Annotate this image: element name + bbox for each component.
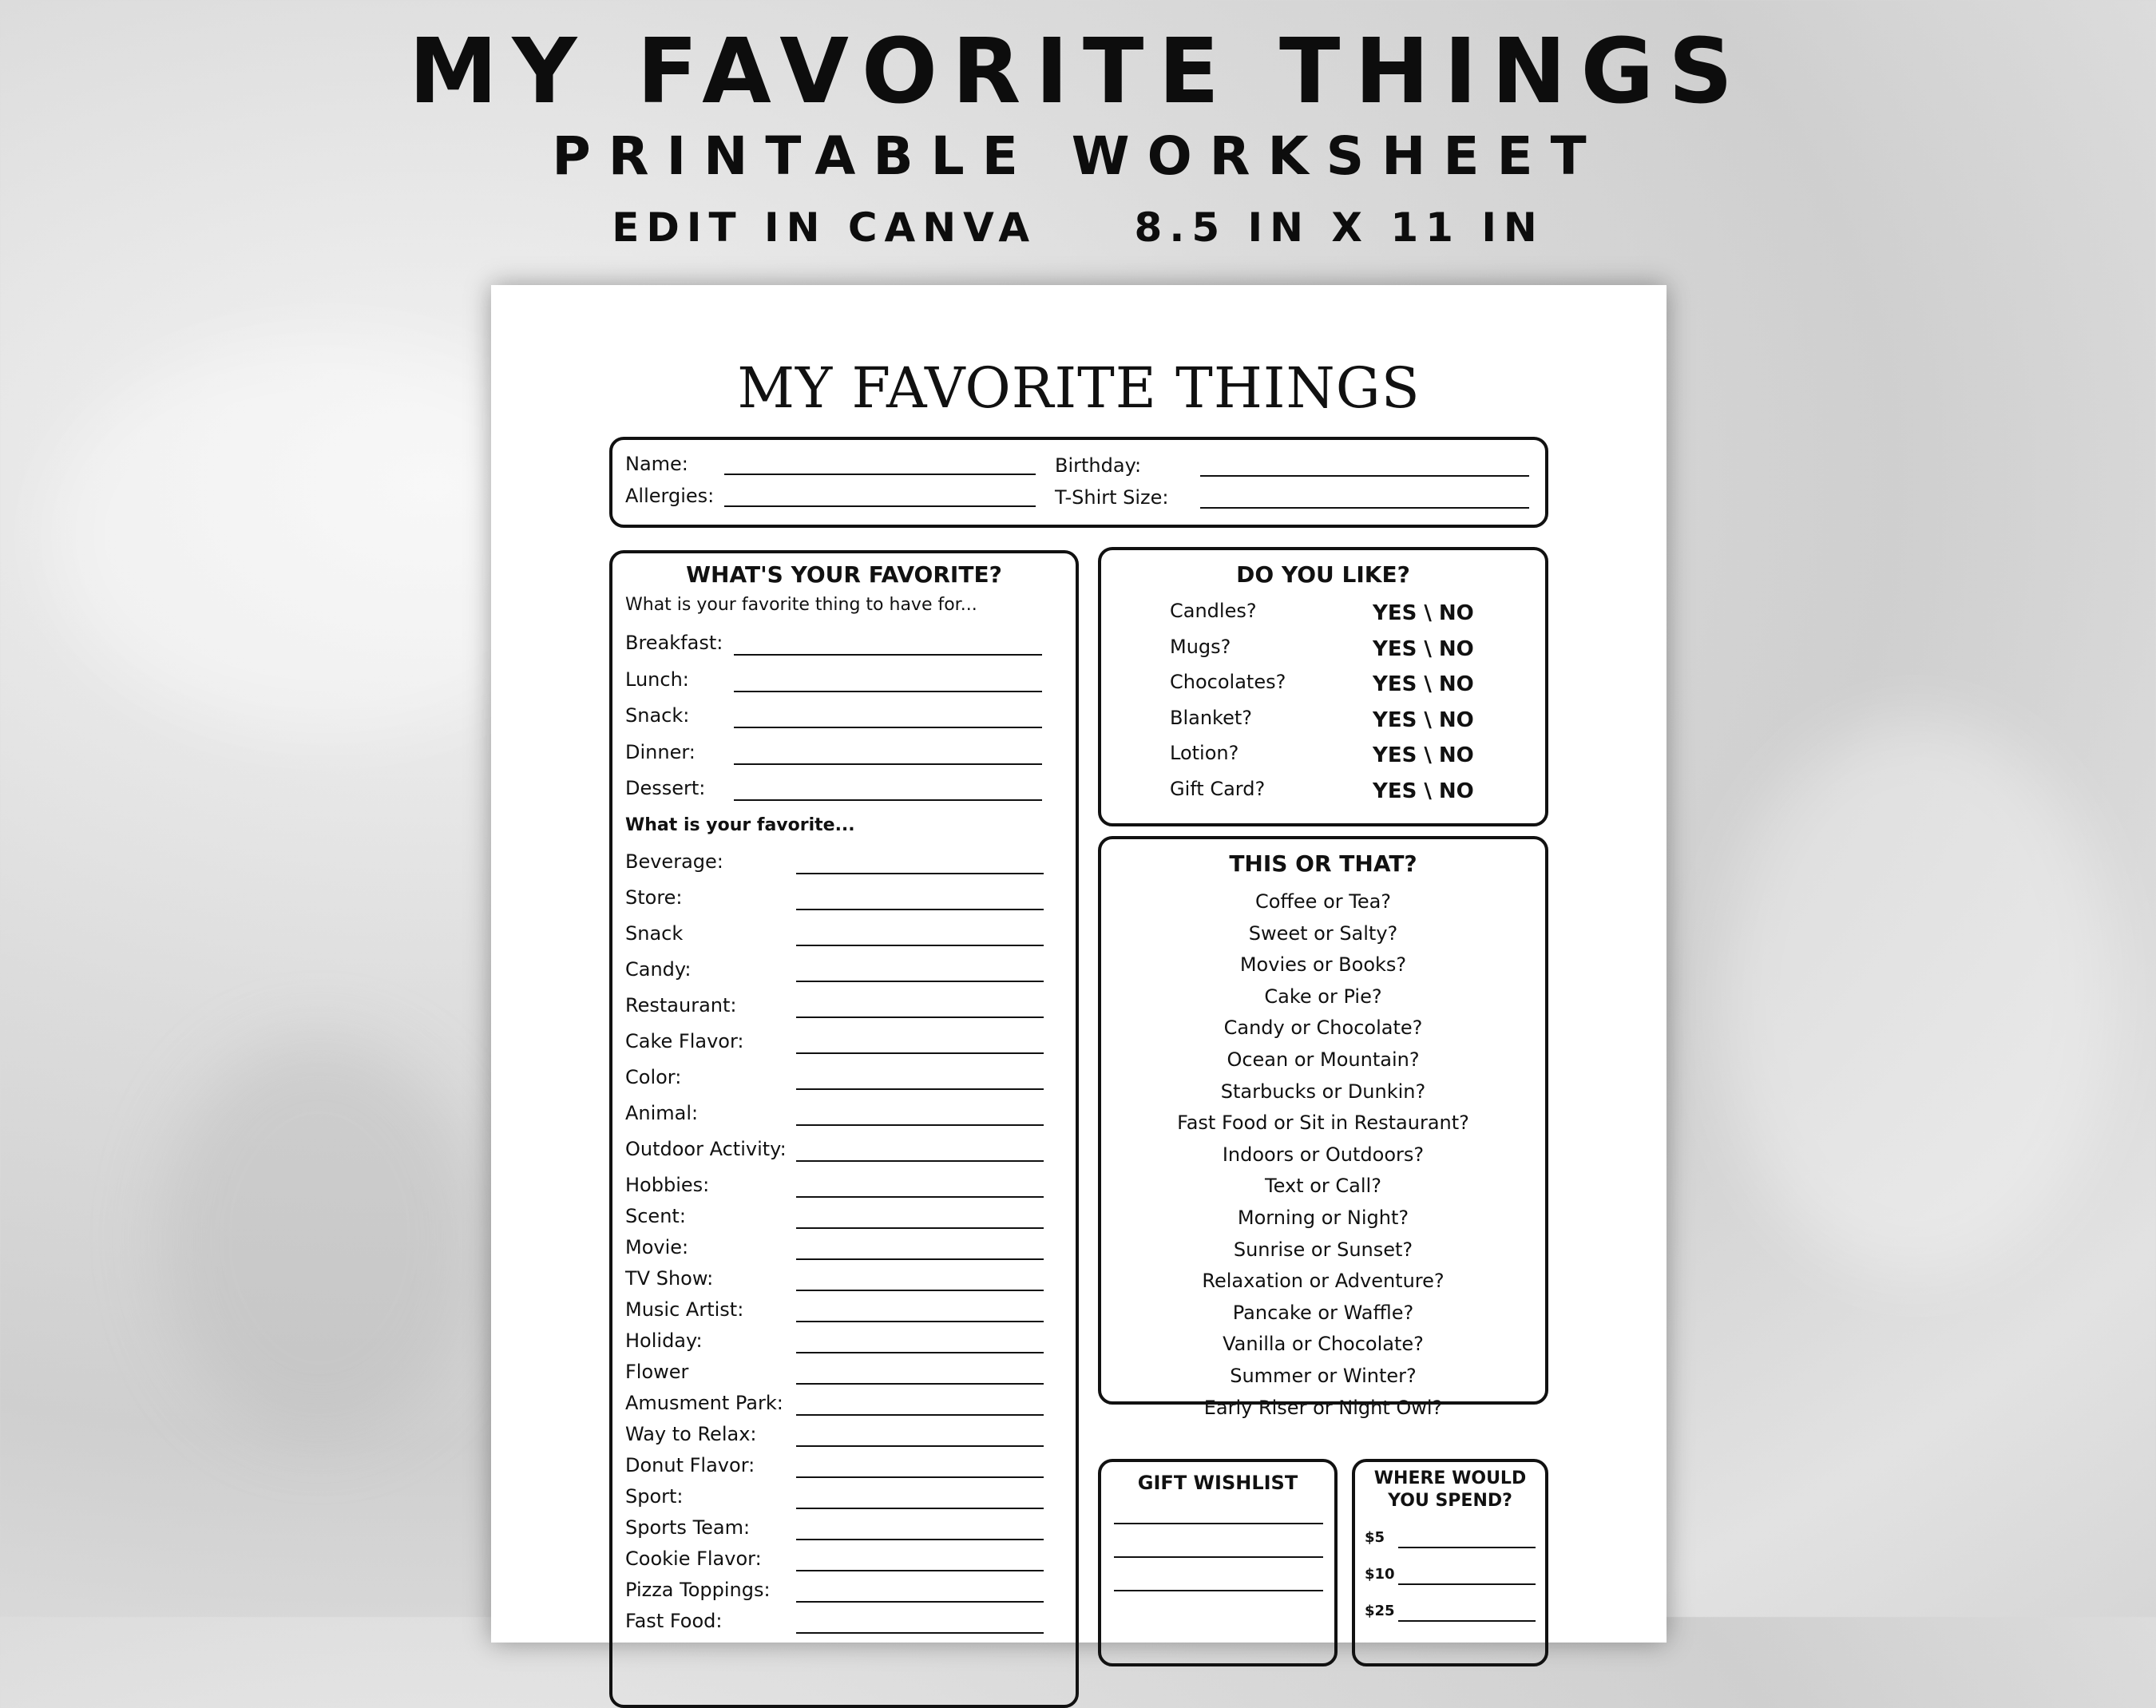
spend-amount-label: $25 [1365, 1603, 1395, 1619]
favorite-label: Restaurant: [625, 994, 737, 1016]
gift-wishlist-heading: GIFT WISHLIST [1137, 1472, 1298, 1494]
wishlist-line[interactable] [1114, 1556, 1323, 1558]
this-or-that-item: Morning or Night? [1237, 1207, 1409, 1229]
favorite-label: Scent: [625, 1205, 686, 1227]
edit-note: EDIT IN CANVA [612, 204, 1037, 251]
favorite-label: Hobbies: [625, 1174, 710, 1196]
favorite-label: Candy: [625, 958, 692, 981]
favorite-label: Flower [625, 1361, 689, 1383]
favorite-field[interactable] [796, 945, 1044, 946]
favorite-field[interactable] [796, 1321, 1044, 1322]
favorite-field[interactable] [796, 1160, 1044, 1162]
this-or-that-item: Ocean or Mountain? [1227, 1048, 1420, 1071]
meal-field[interactable] [734, 727, 1042, 728]
favorite-field[interactable] [796, 1383, 1044, 1385]
favorite-label: Pizza Toppings: [625, 1579, 771, 1601]
this-or-that-item: Fast Food or Sit in Restaurant? [1177, 1112, 1469, 1135]
like-item-label: Chocolates? [1170, 671, 1286, 693]
this-or-that-item: Early Riser or Night Owl? [1203, 1396, 1443, 1419]
size-note: 8.5 IN X 11 IN [1134, 204, 1544, 251]
favorite-label: Cookie Flavor: [625, 1548, 762, 1570]
favorite-label: Beverage: [625, 850, 723, 873]
meal-label: Breakfast: [625, 632, 723, 654]
favorite-field[interactable] [796, 981, 1044, 982]
favorite-field[interactable] [796, 1632, 1044, 1634]
yes-no-answer[interactable]: YES \ NO [1373, 636, 1474, 661]
favorite-label: Outdoor Activity: [625, 1138, 787, 1160]
spend-amount-label: $5 [1365, 1529, 1385, 1546]
favorite-label: TV Show: [625, 1267, 714, 1290]
birthday-label: Birthday: [1055, 454, 1142, 477]
favorite-field[interactable] [796, 873, 1044, 874]
this-or-that-item: Summer or Winter? [1230, 1365, 1417, 1387]
favorite-label: Movie: [625, 1236, 689, 1258]
favorite-field[interactable] [796, 909, 1044, 910]
like-item-label: Gift Card? [1170, 777, 1266, 800]
meal-field[interactable] [734, 799, 1042, 801]
favorite-label: Animal: [625, 1102, 699, 1124]
favorite-label: Store: [625, 886, 683, 909]
favorite-field[interactable] [796, 1414, 1044, 1416]
favorite-field[interactable] [796, 1052, 1044, 1054]
wishlist-line[interactable] [1114, 1523, 1323, 1524]
this-or-that-item: Sunrise or Sunset? [1233, 1238, 1413, 1261]
this-or-that-item: Relaxation or Adventure? [1202, 1270, 1445, 1293]
this-or-that-item: Vanilla or Chocolate? [1223, 1333, 1424, 1356]
where-spend-heading-1: WHERE WOULD [1373, 1468, 1527, 1488]
favorite-label: Donut Flavor: [625, 1454, 755, 1476]
favorite-field[interactable] [796, 1570, 1044, 1571]
yes-no-answer[interactable]: YES \ NO [1373, 743, 1474, 767]
do-you-like-box [1098, 547, 1548, 826]
this-or-that-item: Pancake or Waffle? [1232, 1301, 1414, 1324]
favorite-label: Holiday: [625, 1330, 703, 1352]
favorite-label: Cake Flavor: [625, 1030, 744, 1052]
items-prompt: What is your favorite... [625, 815, 855, 835]
favorites-heading: WHAT'S YOUR FAVORITE? [686, 561, 1002, 588]
yes-no-answer[interactable]: YES \ NO [1373, 707, 1474, 732]
favorite-label: Way to Relax: [625, 1423, 757, 1445]
favorites-box [609, 550, 1079, 1708]
this-or-that-item: Sweet or Salty? [1248, 921, 1398, 945]
meals-prompt: What is your favorite thing to have for... [625, 595, 977, 615]
this-or-that-item: Candy or Chocolate? [1223, 1016, 1423, 1040]
meal-field[interactable] [734, 691, 1042, 692]
spend-field[interactable] [1398, 1620, 1536, 1622]
this-or-that-heading: THIS OR THAT? [1229, 850, 1417, 877]
info-box [609, 437, 1548, 528]
favorite-field[interactable] [796, 1352, 1044, 1353]
favorite-label: Sport: [625, 1485, 684, 1508]
yes-no-answer[interactable]: YES \ NO [1373, 672, 1474, 696]
meal-field[interactable] [734, 763, 1042, 765]
meal-label: Lunch: [625, 668, 689, 691]
favorite-field[interactable] [796, 1016, 1044, 1018]
worksheet-title: MY FAVORITE THINGS [737, 355, 1421, 421]
allergies-field[interactable] [724, 505, 1036, 507]
tshirt-label: T-Shirt Size: [1055, 486, 1169, 509]
favorite-label: Snack [625, 922, 684, 945]
favorite-label: Color: [625, 1066, 682, 1088]
yes-no-answer[interactable]: YES \ NO [1373, 601, 1474, 625]
this-or-that-item: Coffee or Tea? [1254, 890, 1392, 913]
spend-field[interactable] [1398, 1547, 1536, 1548]
favorite-field[interactable] [796, 1088, 1044, 1090]
like-item-label: Mugs? [1170, 635, 1231, 658]
birthday-field[interactable] [1200, 475, 1529, 477]
this-or-that-item: Movies or Books? [1239, 953, 1407, 977]
favorite-field[interactable] [796, 1476, 1044, 1478]
worksheet-page [491, 285, 1667, 1643]
banner-notes [0, 204, 2156, 252]
favorite-field[interactable] [796, 1445, 1044, 1447]
favorite-label: Amusment Park: [625, 1392, 783, 1414]
meal-field[interactable] [734, 654, 1042, 656]
like-item-label: Blanket? [1170, 706, 1253, 729]
favorite-label: Music Artist: [625, 1298, 744, 1321]
this-or-that-box [1098, 836, 1548, 1419]
meal-label: Dessert: [625, 777, 706, 799]
favorite-field[interactable] [796, 1290, 1044, 1291]
yes-no-answer[interactable]: YES \ NO [1373, 779, 1474, 803]
favorite-field[interactable] [796, 1196, 1044, 1198]
favorite-field[interactable] [796, 1124, 1044, 1126]
like-item-label: Candles? [1170, 600, 1257, 622]
tshirt-field[interactable] [1200, 507, 1529, 509]
this-or-that-item: Text or Call? [1265, 1175, 1381, 1198]
spend-amount-label: $10 [1365, 1566, 1395, 1583]
gift-wishlist-box [1098, 1459, 1338, 1666]
favorite-field[interactable] [796, 1601, 1044, 1603]
favorite-field[interactable] [796, 1258, 1044, 1260]
favorite-label: Fast Food: [625, 1610, 723, 1632]
this-or-that-item: Starbucks or Dunkin? [1220, 1080, 1426, 1103]
meal-label: Dinner: [625, 740, 696, 763]
wishlist-line[interactable] [1114, 1590, 1323, 1591]
where-spend-heading-2: YOU SPEND? [1388, 1491, 1512, 1511]
name-field[interactable] [724, 474, 1036, 475]
favorite-field[interactable] [796, 1508, 1044, 1509]
name-label: Name: [625, 453, 688, 475]
favorite-label: Sports Team: [625, 1516, 751, 1539]
allergies-label: Allergies: [625, 485, 715, 507]
favorite-field[interactable] [796, 1539, 1044, 1540]
this-or-that-item: Indoors or Outdoors? [1222, 1143, 1425, 1166]
meal-label: Snack: [625, 704, 690, 727]
spend-field[interactable] [1398, 1583, 1536, 1585]
favorite-field[interactable] [796, 1227, 1044, 1229]
like-item-label: Lotion? [1170, 742, 1239, 764]
do-you-like-heading: DO YOU LIKE? [1236, 561, 1410, 588]
banner-title: MY FAVORITE THINGS [408, 20, 1748, 124]
this-or-that-item: Cake or Pie? [1264, 985, 1382, 1008]
where-spend-box [1352, 1459, 1548, 1666]
banner-subtitle: PRINTABLE WORKSHEET [552, 125, 1604, 187]
